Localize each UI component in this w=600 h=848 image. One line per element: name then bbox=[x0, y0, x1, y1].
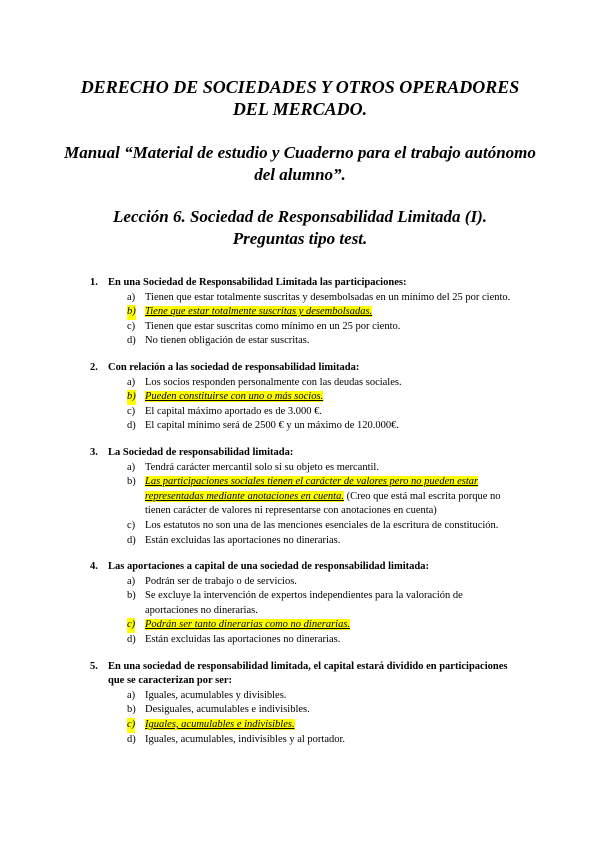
option-text: El capital máximo aportado es de 3.000 €. bbox=[145, 405, 322, 417]
option-d bbox=[0, 419, 600, 434]
question-number: 3. bbox=[90, 446, 98, 458]
option-b-highlighted bbox=[0, 305, 600, 320]
option-b bbox=[0, 703, 600, 718]
option-c-highlighted bbox=[0, 618, 600, 633]
option-letter: a) bbox=[127, 291, 136, 303]
option-letter: d) bbox=[127, 733, 136, 745]
title-line-1: DERECHO DE SOCIEDADES Y OTROS OPERADORES bbox=[80, 77, 520, 97]
option-d bbox=[0, 733, 600, 748]
option-a bbox=[0, 575, 600, 590]
option-letter: c) bbox=[127, 519, 136, 531]
option-letter: d) bbox=[127, 634, 136, 646]
option-b-highlighted bbox=[0, 390, 600, 405]
option-a bbox=[0, 689, 600, 704]
option-letter: c) bbox=[127, 320, 136, 332]
question-3 bbox=[0, 446, 600, 548]
option-text-highlighted: Pueden constituirse con uno o más socios. bbox=[145, 391, 324, 403]
option-letter: b) bbox=[127, 590, 136, 602]
question-1 bbox=[0, 276, 600, 349]
option-text: El capital mínimo será de 2500 € y un máximo de 120.000€. bbox=[145, 420, 399, 432]
document-title bbox=[40, 76, 560, 120]
question-text bbox=[0, 660, 600, 689]
lesson-line-2: Preguntas tipo test. bbox=[232, 229, 368, 248]
option-letter: a) bbox=[127, 376, 136, 388]
option-text-highlighted: Las participaciones sociales tienen el carácter de valores pero no pueden estar representadas mediante anotaciones en cuenta. bbox=[145, 476, 479, 502]
option-letter: a) bbox=[127, 689, 136, 701]
option-d bbox=[0, 534, 600, 549]
option-letter: c) bbox=[127, 718, 135, 733]
option-a bbox=[0, 376, 600, 391]
option-c bbox=[0, 320, 600, 335]
question-label: En una sociedad de responsabilidad limitada, el capital estará dividido en participaciones que se caracterizan por ser: bbox=[108, 660, 508, 687]
question-5 bbox=[0, 660, 600, 748]
title-line-2: DEL MERCADO. bbox=[232, 99, 368, 119]
option-text: Tendrá carácter mercantil solo si su objeto es mercantil. bbox=[145, 461, 379, 473]
option-text: Podrán ser de trabajo o de servicios. bbox=[145, 575, 297, 587]
question-number: 4. bbox=[90, 561, 98, 573]
manual-line-2: del alumno”. bbox=[254, 165, 346, 184]
question-label: Las aportaciones a capital de una sociedad de responsabilidad limitada: bbox=[108, 561, 429, 573]
option-a bbox=[0, 291, 600, 306]
question-text bbox=[0, 560, 600, 575]
question-list bbox=[0, 276, 600, 759]
question-4 bbox=[0, 560, 600, 648]
option-letter: c) bbox=[127, 618, 135, 633]
option-text-highlighted: Iguales, acumulables e indivisibles. bbox=[145, 719, 295, 731]
option-text: Los estatutos no son una de las menciones esenciales de la escritura de constitución. bbox=[145, 519, 499, 531]
option-letter: d) bbox=[127, 335, 136, 347]
question-number: 5. bbox=[90, 660, 98, 672]
option-text-highlighted: Tiene que estar totalmente suscritas y desembolsadas. bbox=[145, 306, 373, 318]
manual-subtitle bbox=[40, 142, 560, 186]
option-text: Tienen que estar suscritas como mínimo en un 25 por ciento. bbox=[145, 320, 401, 332]
manual-line-1: Manual “Material de estudio y Cuaderno para el trabajo autónomo bbox=[64, 143, 536, 162]
option-text: Están excluidas las aportaciones no dinerarias. bbox=[145, 534, 341, 546]
option-c bbox=[0, 519, 600, 534]
option-c bbox=[0, 405, 600, 420]
option-text: Iguales, acumulables, indivisibles y al portador. bbox=[145, 733, 346, 745]
question-number: 2. bbox=[90, 361, 98, 373]
option-letter: b) bbox=[127, 704, 136, 716]
option-letter: b) bbox=[127, 390, 136, 405]
option-text: Tienen que estar totalmente suscritas y desembolsadas en un mínimo del 25 por ciento. bbox=[145, 291, 511, 303]
option-letter: c) bbox=[127, 405, 136, 417]
option-letter: a) bbox=[127, 575, 136, 587]
option-letter: a) bbox=[127, 461, 136, 473]
option-text: No tienen obligación de estar suscritas. bbox=[145, 335, 310, 347]
option-note: (Creo que está mal escrita porque no tienen carácter de valores ni representarse con anotaciones en cuenta) bbox=[145, 490, 501, 517]
option-letter: b) bbox=[127, 476, 136, 488]
option-text: Los socios responden personalmente con las deudas sociales. bbox=[145, 376, 402, 388]
option-text: Se excluye la intervención de expertos independientes para la valoración de aportaciones no dinerarias. bbox=[145, 590, 463, 616]
question-label: En una Sociedad de Responsabilidad Limitada las participaciones: bbox=[108, 277, 407, 288]
question-text bbox=[0, 361, 600, 376]
option-letter: d) bbox=[127, 534, 136, 546]
option-d bbox=[0, 633, 600, 648]
question-label: La Sociedad de responsabilidad limitada: bbox=[108, 446, 294, 458]
question-text bbox=[0, 276, 600, 291]
lesson-heading bbox=[40, 206, 560, 250]
option-text: Desiguales, acumulables e indivisibles. bbox=[145, 704, 310, 716]
option-a bbox=[0, 461, 600, 476]
option-text: Iguales, acumulables y divisibles. bbox=[145, 689, 287, 701]
option-d bbox=[0, 334, 600, 349]
option-b-highlighted bbox=[0, 475, 600, 519]
lesson-line-1: Lección 6. Sociedad de Responsabilidad Limitada (I). bbox=[113, 207, 487, 226]
question-2 bbox=[0, 361, 600, 434]
option-text: Están excluidas las aportaciones no dinerarias. bbox=[145, 634, 341, 646]
option-text-highlighted: Podrán ser tanto dinerarias como no dinerarias. bbox=[145, 619, 351, 631]
question-label: Con relación a las sociedad de responsabilidad limitada: bbox=[108, 361, 360, 373]
option-c-highlighted bbox=[0, 718, 600, 733]
option-b bbox=[0, 589, 600, 618]
option-letter: d) bbox=[127, 420, 136, 432]
option-letter: b) bbox=[127, 305, 136, 320]
question-text bbox=[0, 446, 600, 461]
question-number: 1. bbox=[90, 277, 98, 288]
